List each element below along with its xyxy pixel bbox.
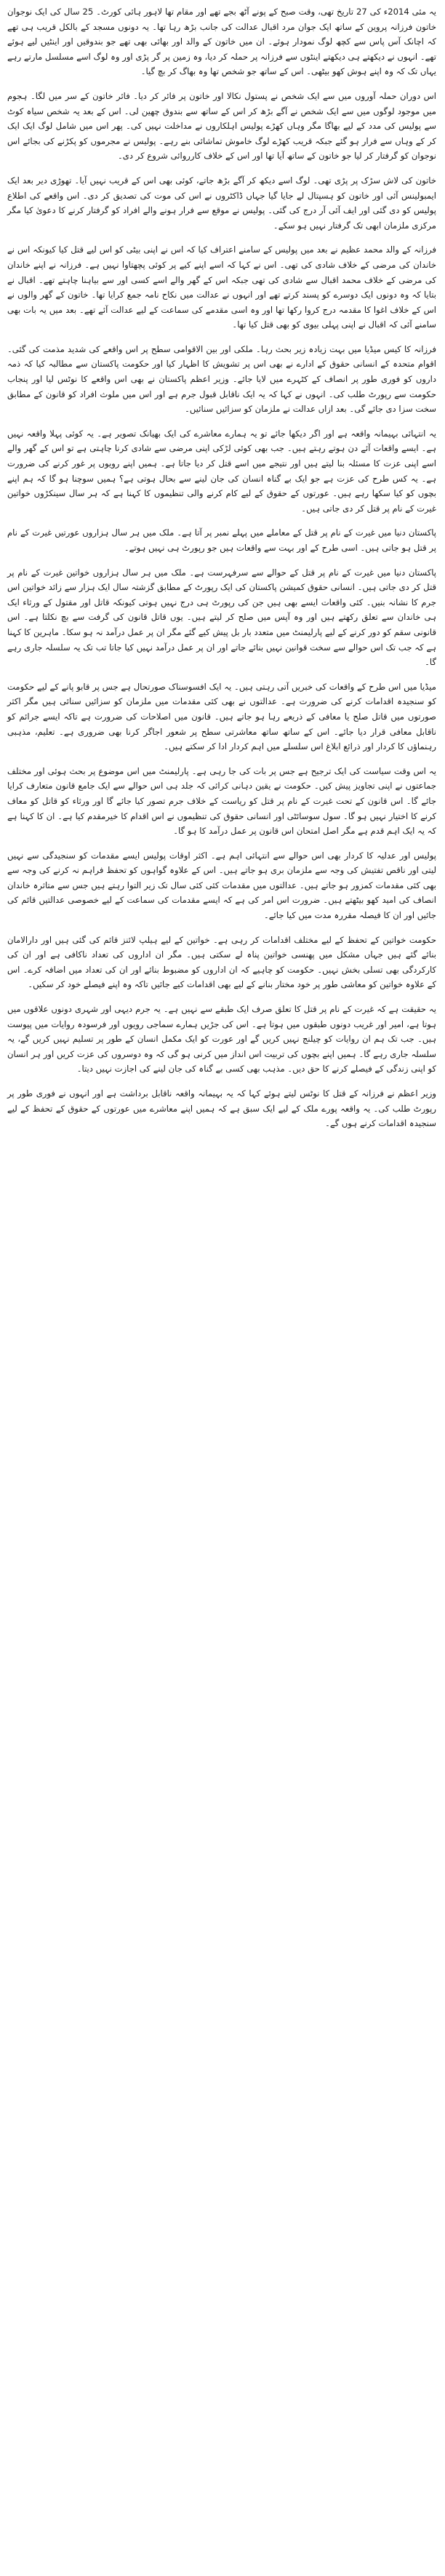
- paragraph: وزیر اعظم نے فرزانہ کے قتل کا نوٹس لیتے ہوئے کہا کہ یہ بہیمانہ واقعہ ناقابل برداشت ہے اور انہوں نے فوری طور پر رپورٹ طلب کی۔ یہ واقعہ پورے ملک کے لیے ایک سبق ہے کہ ہمیں اپنے معاشرے میں عورتوں کے حقوق کے تحفظ کے لیے سنجیدہ اقدامات کرنے ہوں گے۔: [7, 1088, 436, 1129]
- paragraph: پولیس اور عدلیہ کا کردار بھی اس حوالے سے انتہائی اہم ہے۔ اکثر اوقات پولیس ایسے مقدمات کو سنجیدگی سے نہیں لیتی اور ناقص تفتیش کی وجہ سے ملزمان بری ہو جاتے ہیں۔ اس کے علاوہ گواہوں کو تحفظ فراہم نہ کرنے کی وجہ سے بھی کئی مقدمات کمزور ہو جاتے ہیں۔ عدالتوں میں مقدمات کئی کئی سال تک زیر التوا رہتے ہیں جس سے متاثرہ خاندان انصاف کی امید کھو بیٹھتے ہیں۔ ضرورت اس امر کی ہے کہ ایسے مقدمات کی سماعت کے لیے خصوصی عدالتیں قائم کی جائیں اور ان کا فیصلہ مقررہ مدت میں کیا جائے۔: [7, 850, 436, 921]
- paragraph: یہ حقیقت ہے کہ غیرت کے نام پر قتل کا تعلق صرف ایک طبقے سے نہیں ہے۔ یہ جرم دیہی اور شہری دونوں علاقوں میں ہوتا ہے، امیر اور غریب دونوں طبقوں میں ہوتا ہے۔ اس کی جڑیں ہمارے سماجی رویوں اور فرسودہ روایات میں پیوست ہیں۔ جب تک ہم ان روایات کو چیلنج نہیں کریں گے اور عورت کو ایک مکمل انسان کے طور پر تسلیم نہیں کریں گے، یہ سلسلہ جاری رہے گا۔ ہمیں اپنے بچوں کی تربیت اس انداز میں کرنی ہو گی کہ وہ دوسروں کی عزت کریں اور ہر انسان کو اپنی زندگی کے فیصلے کرنے کا حق دیں۔ مذہب بھی کسی بے گناہ کی جان لینے کی اجازت نہیں دیتا۔: [7, 1004, 436, 1074]
- paragraph: یہ اس وقت سیاست کی ایک ترجیح ہے جس پر بات کی جا رہی ہے۔ پارلیمنٹ میں اس موضوع پر بحث ہوئی اور مختلف جماعتوں نے اپنی تجاویز پیش کیں۔ حکومت نے یقین دہانی کرائی کہ جلد ہی اس حوالے سے ایک جامع قانون متعارف کرایا جائے گا۔ اس قانون کے تحت غیرت کے نام پر قتل کو ریاست کے خلاف جرم تصور کیا جائے گا اور ورثاء کو قاتل کو معاف کرنے کا اختیار نہیں ہو گا۔ سول سوسائٹی اور انسانی حقوق کی تنظیموں نے اس اقدام کا خیرمقدم کیا ہے۔ ان کا کہنا ہے کہ یہ ایک اہم قدم ہے مگر اصل امتحان اس قانون پر عمل درآمد کا ہو گا۔: [7, 765, 436, 837]
- paragraph: یہ مئی 2014ء کی 27 تاریخ تھی، وقت صبح کے پونے آٹھ بجے تھے اور مقام تھا لاہور ہائی کورٹ۔ 25 سال کی ایک نوجوان خاتون فرزانہ پروین کے ساتھ ایک جوان مرد اقبال عدالت کی جانب بڑھ رہا تھا۔ یہ دونوں مسجد کے بالکل قریب ہی تھے کہ اچانک آس پاس سے کچھ لوگ نمودار ہوئے۔ ان میں خاتون کے والد اور بھائی بھی تھے جو بندوقیں اور اینٹیں لیے ہوئے تھے۔ انہوں نے دیکھتے ہی دیکھتے اینٹوں سے فرزانہ پر حملہ کر دیا، وہ زمین پر گر پڑی اور وہ لوگ اسے مسلسل مارتے رہے یہاں تک کہ وہ اپنے ہوش کھو بیٹھی۔ اس کے ساتھ جو شخص تھا وہ بھاگ کر بچ گیا۔: [7, 7, 436, 77]
- paragraph: میڈیا میں اس طرح کے واقعات کی خبریں آتی رہتی ہیں۔ یہ ایک افسوسناک صورتحال ہے جس پر قابو پانے کے لیے حکومت کو سنجیدہ اقدامات کرنے کی ضرورت ہے۔ عدالتوں نے بھی کئی مقدمات میں ملزمان کو سزائیں سنائی ہیں مگر اکثر صورتوں میں قاتل صلح یا معافی کے ذریعے رہا ہو جاتے ہیں۔ قانون میں اصلاحات کی ضرورت ہے تاکہ ایسے جرائم کو ناقابل معافی قرار دیا جائے۔ اس کے ساتھ ساتھ معاشرتی سطح پر شعور اجاگر کرنا بھی ضروری ہے۔ تعلیم، مذہبی رہنماؤں کا کردار اور ذرائع ابلاغ اس سلسلے میں اہم کردار ادا کر سکتے ہیں۔: [7, 681, 436, 752]
- paragraph: خاتون کی لاش سڑک پر پڑی تھی۔ لوگ اسے دیکھ کر آگے بڑھ جاتے، کوئی بھی اس کے قریب نہیں آیا۔ تھوڑی دیر بعد ایک ایمبولینس آئی اور خاتون کو ہسپتال لے جایا گیا جہاں ڈاکٹروں نے اس کی موت کی تصدیق کر دی۔ اس واقعے کی اطلاع پولیس کو دی گئی اور ایف آئی آر درج کی گئی۔ پولیس نے موقع سے فرار ہونے والے افراد کو گرفتار کرنے کا دعویٰ کیا مگر مرکزی ملزمان ابھی تک گرفتار نہیں ہو سکے۔: [7, 175, 436, 231]
- paragraph: پاکستان دنیا میں غیرت کے نام پر قتل کے معاملے میں پہلے نمبر پر آتا ہے۔ ملک میں ہر سال ہزاروں عورتیں غیرت کے نام پر قتل ہو جاتی ہیں۔ اسی طرح کے اور بہت سے واقعات ہیں جو رپورٹ ہی نہیں ہوتے۔: [7, 527, 436, 553]
- paragraph: اس دوران حملہ آوروں میں سے ایک شخص نے پستول نکالا اور خاتون پر فائر کر دیا۔ فائر خاتون کے سر میں لگا۔ ہجوم میں موجود لوگوں میں سے ایک شخص نے آگے بڑھ کر اس کے ساتھ سے بندوق چھین لی۔ اس کے بعد یہ شخص سیاہ کوٹ سے پولیس کی مدد کے لیے بھاگا مگر وہاں کھڑے پولیس اہلکاروں نے مداخلت نہیں کی۔ پھر اس میں شامل لوگ ایک ایک کر کے وہاں سے فرار ہو گئے جبکہ قریب کھڑے لوگ خاموش تماشائی بنے رہے۔ پولیس نے مجرموں کو پکڑنے کی بجائے اس نوجوان کو گرفتار کر لیا جو خاتون کے ساتھ آیا تھا اور اس کے خلاف کارروائی شروع کر دی۔: [7, 90, 436, 162]
- paragraph: حکومت خواتین کے تحفظ کے لیے مختلف اقدامات کر رہی ہے۔ خواتین کے لیے ہیلپ لائنز قائم کی گئی ہیں اور دارالامان بنائے گئے ہیں جہاں مشکل میں پھنسی خواتین پناہ لے سکتی ہیں۔ مگر ان اداروں کی تعداد ناکافی ہے اور ان کی کارکردگی بھی تسلی بخش نہیں۔ حکومت کو چاہیے کہ ان اداروں کو مضبوط بنائے اور ان کی تعداد میں اضافہ کرے۔ اس کے علاوہ خواتین کو معاشی طور پر خود مختار بنانے کے لیے بھی اقدامات کیے جائیں تاکہ وہ اپنے فیصلے خود کر سکیں۔: [7, 934, 436, 990]
- paragraph: یہ انتہائی بہیمانہ واقعہ ہے اور اگر دیکھا جائے تو یہ ہمارے معاشرے کی ایک بھیانک تصویر ہے۔ یہ کوئی پہلا واقعہ نہیں ہے۔ ایسے واقعات آئے دن ہوتے رہتے ہیں۔ جب بھی کوئی لڑکی اپنی مرضی سے شادی کرنا چاہتی ہے تو اس کے گھر والے اسے اپنی عزت کا مسئلہ بنا لیتے ہیں اور نتیجے میں اسے قتل کر دیا جاتا ہے۔ ہمیں اپنے رویوں پر غور کرنے کی ضرورت ہے۔ یہ کس طرح کی عزت ہے جو ایک بے گناہ انسان کی جان لینے سے بحال ہوتی ہے؟ ہمیں سوچنا ہو گا کہ ہم اپنے بچوں کو کیا سکھا رہے ہیں۔ عورتوں کے حقوق کے لیے کام کرنے والی تنظیموں کا کہنا ہے کہ ہر سال سینکڑوں خواتین غیرت کے نام پر قتل کر دی جاتی ہیں۔: [7, 428, 436, 514]
- paragraph: پاکستان دنیا میں غیرت کے نام پر قتل کے حوالے سے سرفہرست ہے۔ ملک میں ہر سال ہزاروں خواتین غیرت کے نام پر قتل کر دی جاتی ہیں۔ انسانی حقوق کمیشن پاکستان کی ایک رپورٹ کے مطابق گزشتہ سال ایک ہزار سے زائد خواتین اس جرم کا نشانہ بنیں۔ کئی واقعات ایسے بھی ہیں جن کی رپورٹ ہی درج نہیں ہوتی کیونکہ قاتل اور مقتول کے ورثاء ایک ہی خاندان سے تعلق رکھتے ہیں اور وہ آپس میں صلح کر لیتے ہیں۔ یوں قاتل قانون کی گرفت سے بچ نکلتا ہے۔ اس قانونی سقم کو دور کرنے کے لیے پارلیمنٹ میں متعدد بار بل پیش کیے گئے مگر ان پر عمل درآمد نہ ہو سکا۔ ماہرین کا کہنا ہے کہ جب تک اس حوالے سے سخت قوانین نہیں بنائے جاتے اور ان پر عمل درآمد نہیں کیا جاتا تب تک یہ سلسلہ جاری رہے گا۔: [7, 567, 436, 668]
- paragraph: فرزانہ کے والد محمد عظیم نے بعد میں پولیس کے سامنے اعتراف کیا کہ اس نے اپنی بیٹی کو اس لیے قتل کیا کیونکہ اس نے خاندان کی مرضی کے خلاف شادی کی تھی۔ اس نے کہا کہ اسے اپنے کیے پر کوئی پچھتاوا نہیں ہے۔ فرزانہ نے اپنے خاندان کی مرضی کے خلاف محمد اقبال سے شادی کی تھی جبکہ اس کے گھر والے اسے کسی اور سے بیاہنا چاہتے تھے۔ اقبال نے بتایا کہ وہ دونوں ایک دوسرے کو پسند کرتے تھے اور انہوں نے عدالت میں نکاح نامہ جمع کرایا تھا۔ خاتون کے گھر والوں نے اس کے خلاف اغوا کا مقدمہ درج کروا رکھا تھا اور وہ اسی مقدمے کی سماعت کے لیے عدالت آئے تھے۔ بعد میں یہ بات بھی سامنے آئی کہ اقبال نے اپنی پہلی بیوی کو بھی قتل کیا تھا۔: [7, 244, 436, 330]
- paragraph: فرزانہ کا کیس میڈیا میں بہت زیادہ زیر بحث رہا۔ ملکی اور بین الاقوامی سطح پر اس واقعے کی شدید مذمت کی گئی۔ اقوام متحدہ کے انسانی حقوق کے ادارے نے بھی اس پر تشویش کا اظہار کیا اور حکومت پاکستان سے مطالبہ کیا کہ ذمہ داروں کو فوری طور پر انصاف کے کٹہرے میں لایا جائے۔ وزیر اعظم پاکستان نے بھی اس واقعے کا نوٹس لیا اور پنجاب حکومت سے رپورٹ طلب کی۔ انہوں نے کہا کہ یہ ایک ناقابل قبول جرم ہے اور اس میں ملوث افراد کو قانون کے مطابق سخت سزا دی جائے گی۔ بعد ازاں عدالت نے ملزمان کو سزائیں سنائیں۔: [7, 343, 436, 415]
